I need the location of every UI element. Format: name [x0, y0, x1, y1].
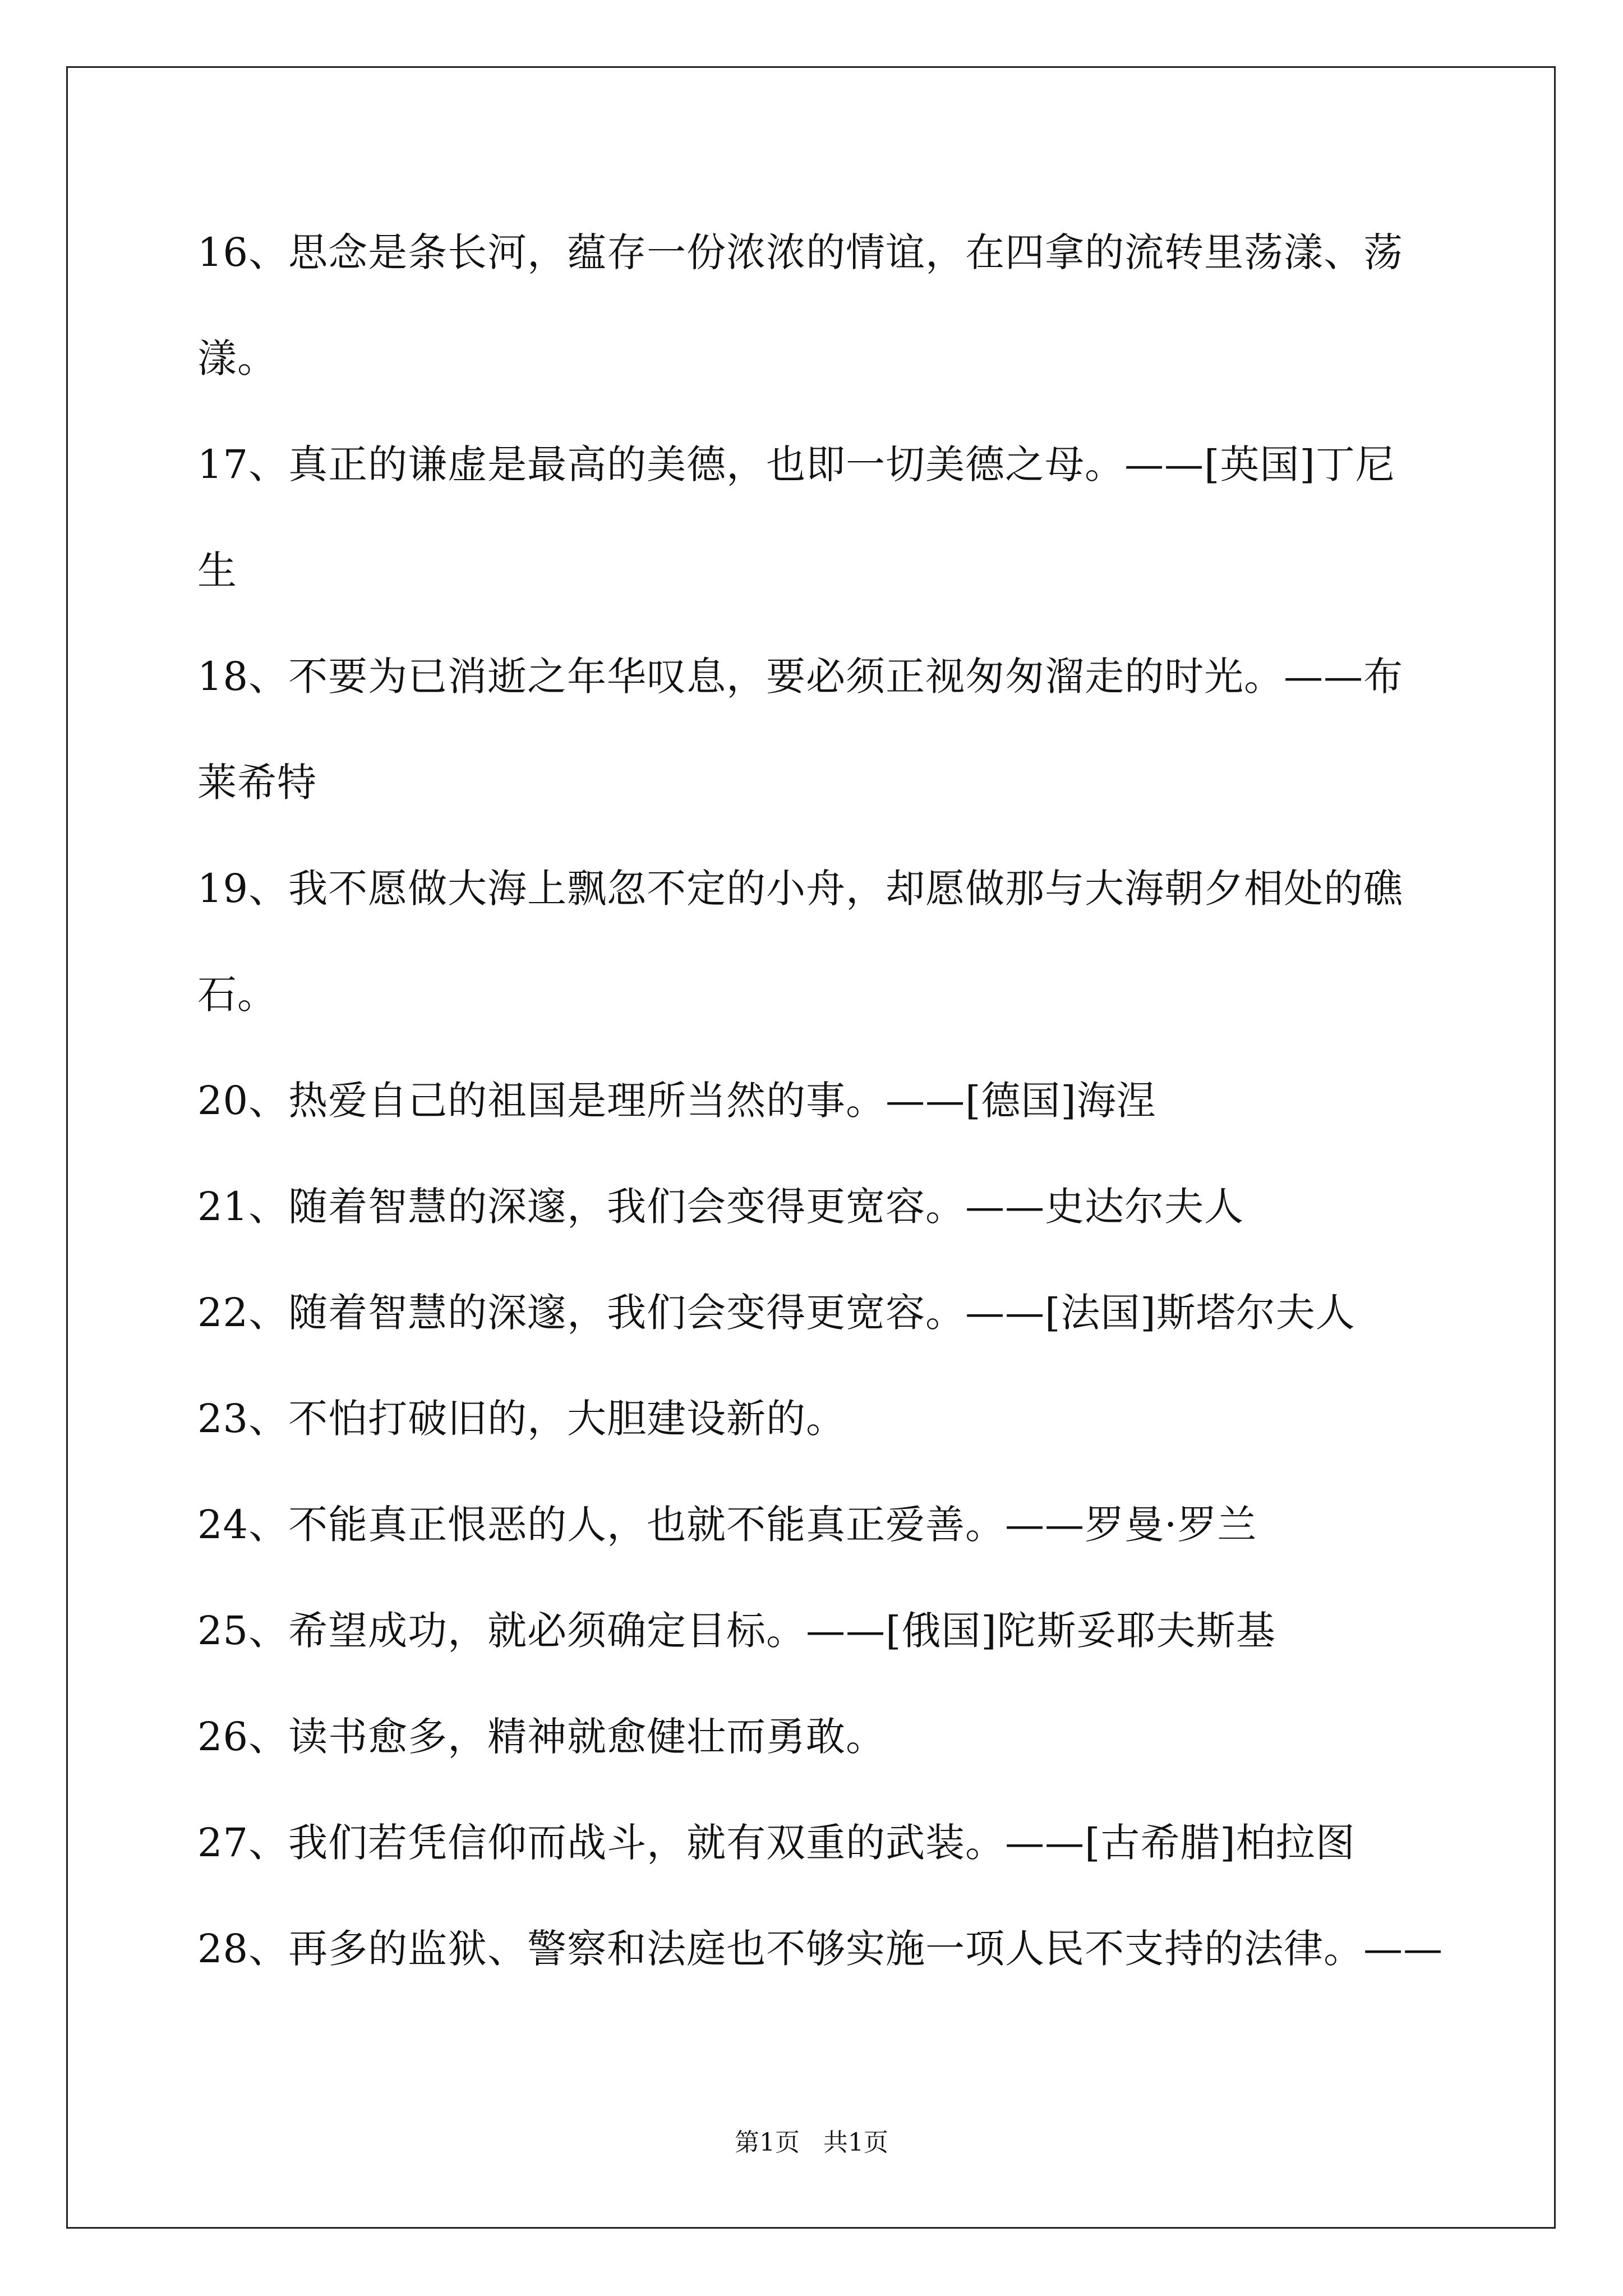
text-line: 生 [197, 547, 237, 593]
text-line: 16、思念是条长河，蕴存一份浓浓的情谊，在四拿的流转里荡漾、荡 [197, 229, 1404, 275]
text-line: 石。 [197, 972, 277, 1018]
page-footer: 第1页 共1页 [735, 2128, 888, 2157]
text-line: 莱希特 [197, 760, 317, 806]
text-line: 22、随着智慧的深邃，我们会变得更宽容。——[法国]斯塔尔夫人 [197, 1290, 1355, 1336]
text-line: 27、我们若凭信仰而战斗，就有双重的武装。——[古希腊]柏拉图 [197, 1820, 1355, 1866]
document-body [197, 219, 1444, 2021]
text-line: 18、不要为已消逝之年华叹息，要必须正视匆匆溜走的时光。——布 [197, 654, 1404, 700]
text-line: 23、不怕打破旧的，大胆建设新的。 [197, 1396, 846, 1442]
text-line: 20、热爱自己的祖国是理所当然的事。——[德国]海涅 [197, 1078, 1156, 1124]
text-line: 17、真正的谦虚是最高的美德，也即一切美德之母。——[英国]丁尼 [197, 441, 1395, 487]
text-line: 24、不能真正恨恶的人，也就不能真正爱善。——罗曼·罗兰 [197, 1502, 1257, 1548]
text-line: 28、再多的监狱、警察和法庭也不够实施一项人民不支持的法律。—— [197, 1926, 1444, 1972]
text-line: 21、随着智慧的深邃，我们会变得更宽容。——史达尔夫人 [197, 1184, 1244, 1230]
text-line: 26、读书愈多，精神就愈健壮而勇敢。 [197, 1714, 886, 1760]
text-line: 漾。 [197, 335, 277, 381]
text-line: 25、希望成功，就必须确定目标。——[俄国]陀斯妥耶夫斯基 [197, 1608, 1276, 1654]
text-line: 19、我不愿做大海上飘忽不定的小舟，却愿做那与大海朝夕相处的礁 [197, 866, 1404, 912]
